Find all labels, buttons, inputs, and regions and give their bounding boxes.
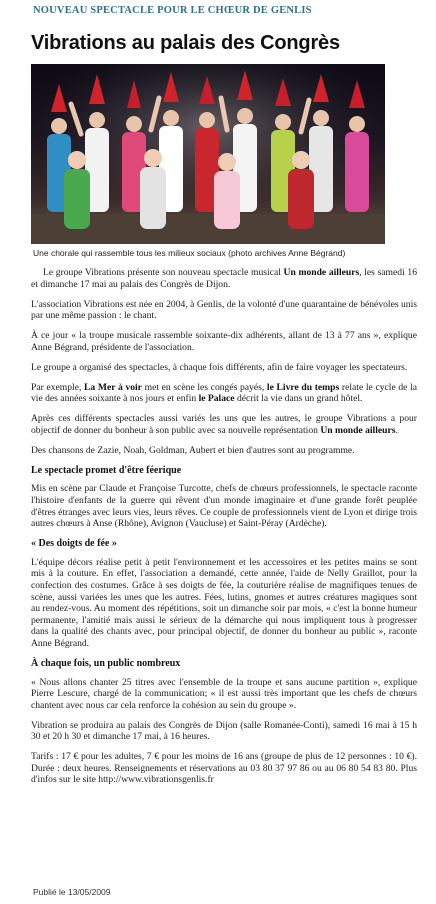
publication-date: Publié le 13/05/2009	[33, 887, 111, 897]
paragraph-tarifs: Tarifs : 17 € pour les adultes, 7 € pour les moins de 16 ans (groupe de plus de 12 personnes : 10 €). Durée : deux heures. Renseignements et réservations au 03 80 37 97 86 ou au 06 80 54 83 80. Plus d'infos sur le site http://www.vibrationsgenlis.fr	[31, 751, 417, 786]
paragraph-songs: Des chansons de Zazie, Noah, Goldman, Aubert et bien d'autres sont au programme.	[31, 444, 355, 456]
paragraph-examples: Par exemple, La Mer à voir met en scène les congés payés, le Livre du temps relate le cycle de la vie des années soixante à nos jours et enfin le Palace décrit la vie dans un grand hôtel.	[31, 381, 418, 405]
article-supertitle: NOUVEAU SPECTACLE POUR LE CHŒUR DE GENLIS	[33, 5, 312, 16]
paragraph-objective: Après ces différents spectacles aussi variés les uns que les autres, le groupe Vibrations a pour objectif de donner du bonheur à son public avec sa nouvelle représentation Un monde ailleurs.	[31, 413, 417, 436]
article-headline: Vibrations au palais des Congrès	[31, 32, 340, 54]
subheading-public: À chaque fois, un public nombreux	[31, 657, 181, 669]
paragraph-mise-en-scene: Mis en scène par Claude et Françoise Turcotte, chefs de chœurs professionnels, le spectacle raconte l'histoire d'enfants de la guerre qui rêvent d'un monde imaginaire et d'une grande forêt peuplée d'êtres étranges avec leurs vies, leurs rêves. Ce couple de professionnels vient de Lyon et dirige trois autres chœurs à Anse (Rhône), Avignon (Vaucluse) et Saint-Péray (Ardèche).	[31, 483, 417, 530]
article-body	[31, 267, 417, 794]
paragraph-titres: « Nous allons chanter 25 titres avec l'ensemble de la troupe et sans aucune partition », explique Pierre Lescure, chargé de la communication; « il est aussi très important que les chefs de chœurs chantent avec nous car cela renforce la cohésion au sein du groupe ».	[31, 676, 417, 711]
paragraph-members: À ce jour « la troupe musicale rassemble soixante-dix adhérents, allant de 13 à 77 ans », explique Anne Bégrand, présidente de l'association.	[31, 330, 417, 353]
subheading-feerique: Le spectacle promet d'être féerique	[31, 464, 182, 476]
paragraph-association: L'association Vibrations est née en 2004, à Genlis, de la volonté d'une quarantaine de bénévoles unis par une même passion : le chant.	[31, 298, 417, 322]
paragraph-spectacles: Le groupe a organisé des spectacles, à chaque fois différents, afin de faire voyager les spectateurs.	[31, 361, 408, 373]
paragraph-dates: Vibration se produira au palais des Congrès de Dijon (salle Romanée-Conti), samedi 16 mai à 15 h 30 et 20 h 30 et dimanche 17 mai, à 16 heures.	[31, 719, 417, 743]
article-photo	[31, 64, 385, 244]
paragraph-intro: Le groupe Vibrations présente son nouveau spectacle musical Un monde ailleurs, les samedi 16 et dimanche 17 mai au palais des Congrès de Dijon.	[31, 267, 417, 290]
paragraph-costumes: L'équipe décors réalise petit à petit l'environnement et les accessoires et les petites mains se sont mis à la couture. En effet, l'association a demandé, cette année, l'aide de Nelly Graillot, pour la confection des costumes. Grâce à ses doigts de fée, la couturière réalise de magnifiques tenues de scène, aussi variées les unes que les autres. Fées, lutins, gnomes et autres créatures magiques sont au rendez-vous. Au moment des répétitions, soit un dimanche soir par mois, « c'est la bonne humeur permanente, l'amitié mais aussi le sérieux de la démarche qui nous impliquent tous à progresser dans la qualité des chants avec, pour principal objectif, de donner du bonheur au public », raconte Anne Bégrand.	[31, 556, 417, 649]
subheading-doigts-de-fee: « Des doigts de fée »	[31, 538, 117, 550]
photo-caption: Une chorale qui rassemble tous les milieux sociaux (photo archives Anne Bégrand)	[33, 248, 346, 258]
